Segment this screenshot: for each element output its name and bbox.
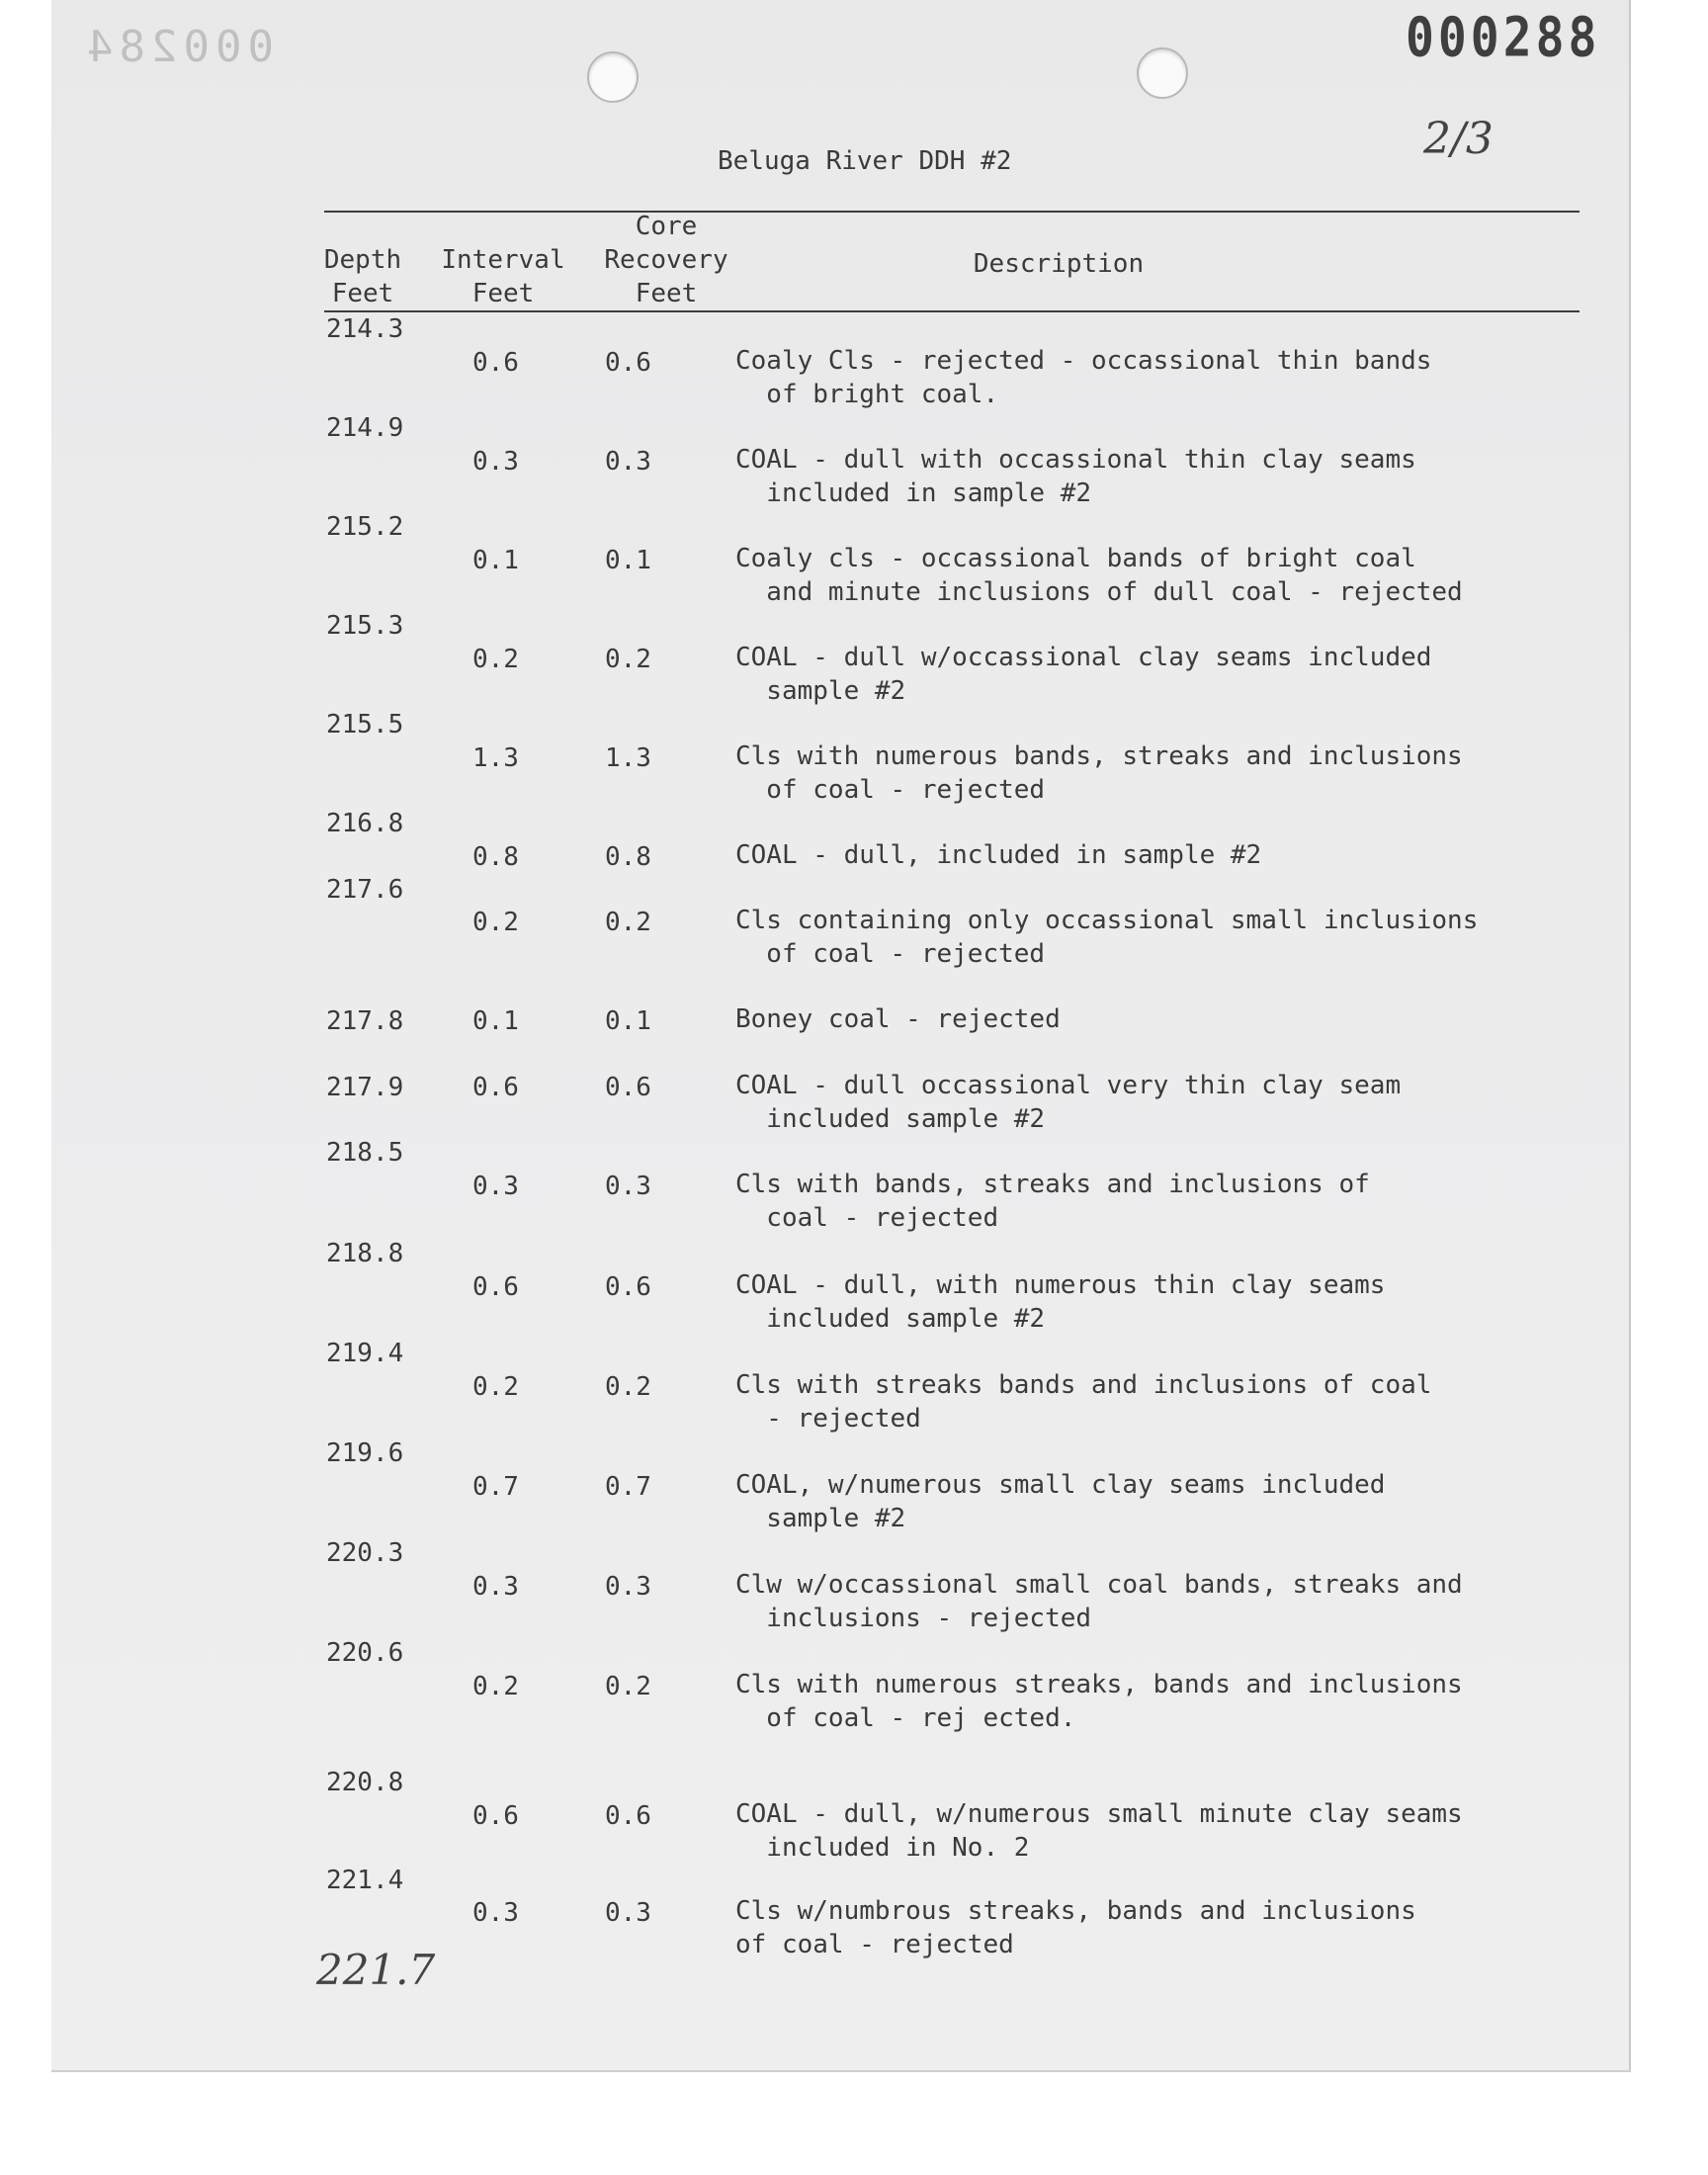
interval-value: 0.1 bbox=[472, 546, 519, 575]
core-recovery-value: 0.3 bbox=[605, 1172, 651, 1201]
column-header-depth-line-2: Feet bbox=[331, 279, 394, 308]
interval-value: 0.2 bbox=[472, 645, 519, 674]
interval-value: 0.1 bbox=[472, 1006, 519, 1036]
description-text: COAL - dull occassional very thin clay seam included sample #2 bbox=[735, 1071, 1402, 1134]
interval-value: 0.2 bbox=[472, 1372, 519, 1402]
interval-value: 0.6 bbox=[472, 1272, 519, 1302]
punch-hole-right bbox=[1137, 47, 1188, 99]
document-number: 000288 bbox=[1406, 5, 1601, 70]
column-header-interval bbox=[435, 243, 571, 310]
description-text: Cls w/numbrous streaks, bands and inclusions of coal - rejected bbox=[735, 1896, 1416, 1959]
depth-value: 218.8 bbox=[326, 1239, 404, 1268]
depth-value: 219.4 bbox=[326, 1339, 404, 1368]
description-text: Cls with numerous streaks, bands and inclusions of coal - rej ected. bbox=[735, 1670, 1463, 1733]
column-header-depth-line-1: Depth bbox=[323, 245, 402, 275]
core-recovery-value: 0.2 bbox=[605, 908, 651, 937]
depth-value: 217.9 bbox=[326, 1073, 404, 1102]
description-text: COAL - dull w/occassional clay seams included sample #2 bbox=[735, 643, 1432, 706]
column-header-core-line-1: Core bbox=[635, 212, 698, 241]
interval-value: 0.3 bbox=[472, 1172, 519, 1201]
core-recovery-value: 0.3 bbox=[605, 1572, 651, 1602]
interval-value: 0.3 bbox=[472, 1572, 519, 1602]
document-page bbox=[51, 0, 1631, 2072]
core-recovery-value: 0.6 bbox=[605, 348, 651, 378]
column-header-core-line-2: Recovery bbox=[604, 245, 728, 275]
core-recovery-value: 0.8 bbox=[605, 842, 651, 872]
description-text: COAL - dull, included in sample #2 bbox=[735, 840, 1262, 870]
description-text: COAL - dull, with numerous thin clay seams included sample #2 bbox=[735, 1270, 1386, 1334]
depth-value: 215.2 bbox=[326, 512, 404, 542]
description-text: COAL, w/numerous small clay seams included sample #2 bbox=[735, 1470, 1386, 1533]
core-recovery-value: 0.2 bbox=[605, 1372, 651, 1402]
interval-value: 0.7 bbox=[472, 1472, 519, 1502]
column-header-depth bbox=[318, 243, 407, 310]
core-recovery-value: 0.2 bbox=[605, 645, 651, 674]
punch-hole-left bbox=[587, 51, 639, 103]
description-text: Coaly Cls - rejected - occassional thin bands of bright coal. bbox=[735, 346, 1432, 409]
core-recovery-value: 0.3 bbox=[605, 1898, 651, 1928]
depth-value: 217.8 bbox=[326, 1006, 404, 1036]
depth-value: 221.4 bbox=[326, 1866, 404, 1895]
page-number: 2/3 bbox=[1423, 114, 1494, 164]
depth-value: 220.3 bbox=[326, 1538, 404, 1568]
depth-value: 215.3 bbox=[326, 611, 404, 641]
description-text: Clw w/occassional small coal bands, streaks and inclusions - rejected bbox=[735, 1570, 1463, 1633]
column-header-description: Description bbox=[973, 249, 1145, 279]
core-recovery-value: 0.6 bbox=[605, 1272, 651, 1302]
description-text: Cls with streaks bands and inclusions of coal - rejected bbox=[735, 1370, 1432, 1434]
interval-value: 0.2 bbox=[472, 908, 519, 937]
interval-value: 0.8 bbox=[472, 842, 519, 872]
table-header-rule bbox=[324, 310, 1580, 312]
core-recovery-value: 0.3 bbox=[605, 447, 651, 477]
core-recovery-value: 0.1 bbox=[605, 546, 651, 575]
core-recovery-value: 0.7 bbox=[605, 1472, 651, 1502]
column-header-interval-line-1: Interval bbox=[441, 245, 565, 275]
depth-value: 214.9 bbox=[326, 413, 404, 443]
mirrored-stamp: 000284 bbox=[81, 22, 274, 72]
core-recovery-value: 1.3 bbox=[605, 743, 651, 773]
description-text: COAL - dull with occassional thin clay seams included in sample #2 bbox=[735, 445, 1416, 508]
depth-value: 216.8 bbox=[326, 809, 404, 838]
core-recovery-value: 0.6 bbox=[605, 1073, 651, 1102]
interval-value: 0.3 bbox=[472, 1898, 519, 1928]
column-header-interval-line-2: Feet bbox=[471, 279, 535, 308]
depth-value: 219.6 bbox=[326, 1438, 404, 1468]
depth-value: 214.3 bbox=[326, 314, 404, 344]
document-title: Beluga River DDH #2 bbox=[718, 146, 1012, 176]
depth-value: 220.6 bbox=[326, 1638, 404, 1668]
description-text: Cls with numerous bands, streaks and inclusions of coal - rejected bbox=[735, 741, 1463, 805]
interval-value: 0.3 bbox=[472, 447, 519, 477]
depth-value: 215.5 bbox=[326, 710, 404, 740]
description-text: COAL - dull, w/numerous small minute clay seams included in No. 2 bbox=[735, 1799, 1463, 1863]
handwritten-total-depth: 221.7 bbox=[316, 1946, 436, 1994]
description-text: Cls with bands, streaks and inclusions of coal - rejected bbox=[735, 1170, 1370, 1233]
depth-value: 218.5 bbox=[326, 1138, 404, 1168]
core-recovery-value: 0.1 bbox=[605, 1006, 651, 1036]
depth-value: 217.6 bbox=[326, 875, 404, 905]
core-recovery-value: 0.6 bbox=[605, 1801, 651, 1831]
interval-value: 1.3 bbox=[472, 743, 519, 773]
table-top-rule bbox=[324, 211, 1580, 213]
description-text: Boney coal - rejected bbox=[735, 1004, 1061, 1034]
depth-value: 220.8 bbox=[326, 1768, 404, 1797]
interval-value: 0.6 bbox=[472, 1801, 519, 1831]
interval-value: 0.6 bbox=[472, 1073, 519, 1102]
description-text: Cls containing only occassional small inclusions of coal - rejected bbox=[735, 906, 1479, 969]
description-text: Coaly cls - occassional bands of bright coal and minute inclusions of dull coal - rejected bbox=[735, 544, 1463, 607]
interval-value: 0.6 bbox=[472, 348, 519, 378]
column-header-core-recovery bbox=[599, 210, 733, 310]
core-recovery-value: 0.2 bbox=[605, 1672, 651, 1701]
interval-value: 0.2 bbox=[472, 1672, 519, 1701]
column-header-core-line-3: Feet bbox=[635, 279, 698, 308]
